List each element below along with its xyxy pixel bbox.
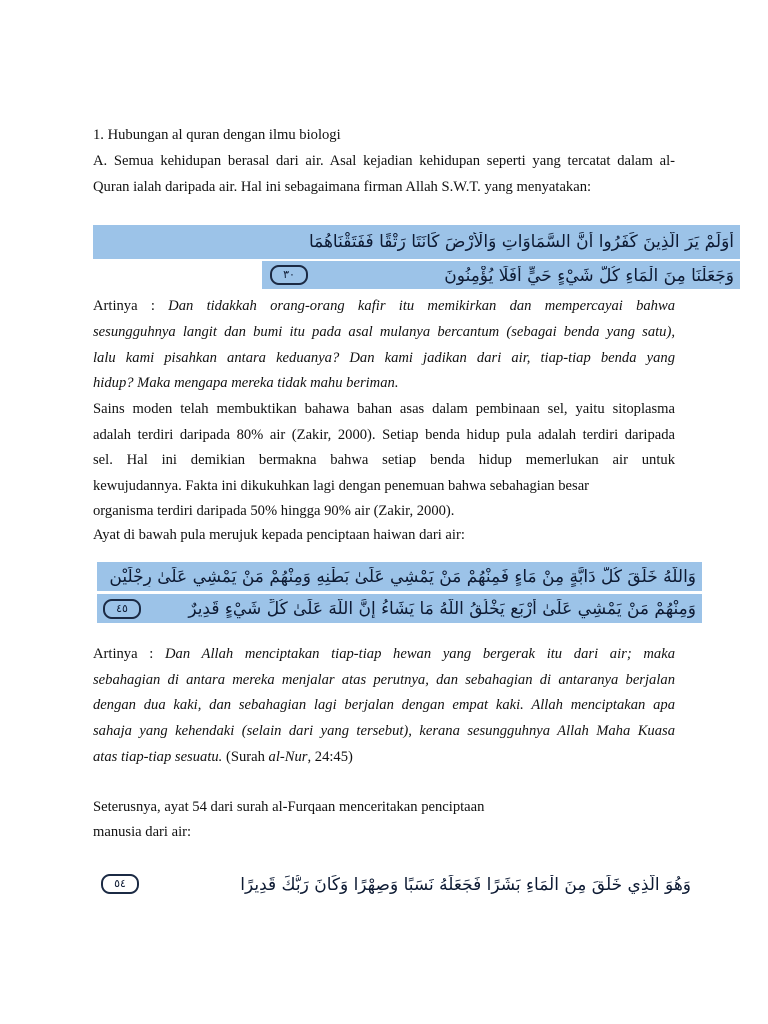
furqan-line-1: Seterusnya, ayat 54 dari surah al-Furqaan menceritakan penciptaan bbox=[93, 799, 485, 815]
ayah-number-marker: ٣٠ bbox=[270, 265, 308, 285]
translation-1-line-3: lalu kami pisahkan antara keduanya? Dan kami jadikan dari air, tiap-tiap benda yang bbox=[93, 350, 675, 366]
intro-line-1: A. Semua kehidupan berasal dari air. Asal kejadian kehidupan seperti yang tercatat dalam al- bbox=[93, 153, 675, 169]
arabic-verse-text: وَجَعَلْنَا مِنَ الْمَاءِ كُلَّ شَيْءٍ حَيٍّ أَفَلَا يُؤْمِنُونَ bbox=[444, 266, 734, 286]
arabic-verse-text: وَمِنْهُمْ مَنْ يَمْشِي عَلَىٰ أَرْبَعٍ يَخْلُقُ اللَّهُ مَا يَشَاءُ إِنَّ اللَّهَ عَلَىٰ كُلِّ شَيْءٍ قَدِيرٌ bbox=[188, 599, 696, 619]
translation-text: atas tiap-tiap sesuatu. bbox=[93, 749, 223, 765]
science-line-5: organisma terdiri daripada 50% hingga 90% air (Zakir, 2000). bbox=[93, 503, 455, 519]
furqan-line-2: manusia dari air: bbox=[93, 824, 192, 840]
translation-2-line-2: sebahagian di antara mereka menjalar atas perutnya, dan sebahagian di antaranya berjalan bbox=[93, 672, 675, 688]
ayah-number-marker: ٤٥ bbox=[103, 599, 141, 619]
quran-verse-1-line-2 bbox=[262, 261, 740, 289]
section-heading: 1. Hubungan al quran dengan ilmu biologi bbox=[93, 127, 341, 143]
translation-label: Artinya : bbox=[93, 646, 165, 662]
translation-1-line-4: hidup? Maka mengapa mereka tidak mahu beriman. bbox=[93, 375, 399, 391]
arabic-verse-text: وَهُوَ الَّذِي خَلَقَ مِنَ الْمَاءِ بَشَرًا فَجَعَلَهُ نَسَبًا وَصِهْرًا وَكَانَ رَبُّكَ قَدِيرًا bbox=[240, 875, 691, 895]
surah-reference-suffix: , 24:45) bbox=[307, 749, 353, 765]
quran-verse-2-line-2 bbox=[97, 594, 702, 623]
quran-verse-3 bbox=[97, 870, 695, 900]
translation-1-line-2: sesungguhnya langit dan bumi itu pada asal mulanya bercantum (sebagai benda yang satu), bbox=[93, 324, 675, 340]
science-line-1: Sains moden telah membuktikan bahawa bahan asas dalam pembinaan sel, yaitu sitoplasma bbox=[93, 401, 675, 417]
surah-name: al-Nur bbox=[268, 749, 308, 765]
quran-verse-1-line-1 bbox=[93, 225, 740, 259]
quran-verse-2-line-1 bbox=[97, 562, 702, 591]
science-line-6: Ayat di bawah pula merujuk kepada penciptaan haiwan dari air: bbox=[93, 527, 465, 543]
translation-text: Dan tidakkah orang-orang kafir itu memikirkan dan mempercayai bahwa bbox=[168, 298, 675, 314]
translation-2-line-5 bbox=[93, 749, 353, 765]
science-line-4: kewujudannya. Fakta ini dikukuhkan lagi dengan penemuan bahwa sebahagian besar bbox=[93, 478, 590, 494]
translation-label: Artinya : bbox=[93, 298, 169, 314]
arabic-verse-text: أَوَلَمْ يَرَ الَّذِينَ كَفَرُوا أَنَّ السَّمَاوَاتِ وَالْأَرْضَ كَانَتَا رَتْقًا فَفَتَقْنَاهُمَا bbox=[308, 232, 734, 252]
ayah-number-marker: ٥٤ bbox=[101, 874, 139, 894]
translation-2-line-4: sahaja yang kehendaki (selain dari yang tersebut), kerana sesungguhnya Allah Maha Kuasa bbox=[93, 723, 675, 739]
intro-line-2: Quran ialah daripada air. Hal ini sebagaimana firman Allah S.W.T. yang menyatakan: bbox=[93, 179, 592, 195]
translation-2-line-3: dengan dua kaki, dan sebahagian lagi berjalan dengan empat kaki. Allah menciptakan apa bbox=[93, 697, 675, 713]
arabic-verse-text: وَاللَّهُ خَلَقَ كُلَّ دَابَّةٍ مِنْ مَاءٍ فَمِنْهُمْ مَنْ يَمْشِي عَلَىٰ بَطْنِهِ وَمِنْهُمْ مَنْ يَمْشِي عَلَىٰ رِجْلَيْنِ bbox=[109, 567, 696, 587]
translation-text: Dan Allah menciptakan tiap-tiap hewan yang bergerak itu dari air; maka bbox=[165, 646, 675, 662]
translation-1-line-1 bbox=[93, 298, 675, 314]
surah-reference-prefix: (Surah bbox=[222, 749, 269, 765]
science-line-2: adalah terdiri daripada 80% air (Zakir, 2000). Setiap benda hidup pula adalah terdiri daripada bbox=[93, 427, 675, 443]
translation-2-line-1 bbox=[93, 646, 675, 662]
science-line-3: sel. Hal ini demikian bermakna bahwa setiap benda hidup memerlukan air untuk bbox=[93, 452, 675, 468]
